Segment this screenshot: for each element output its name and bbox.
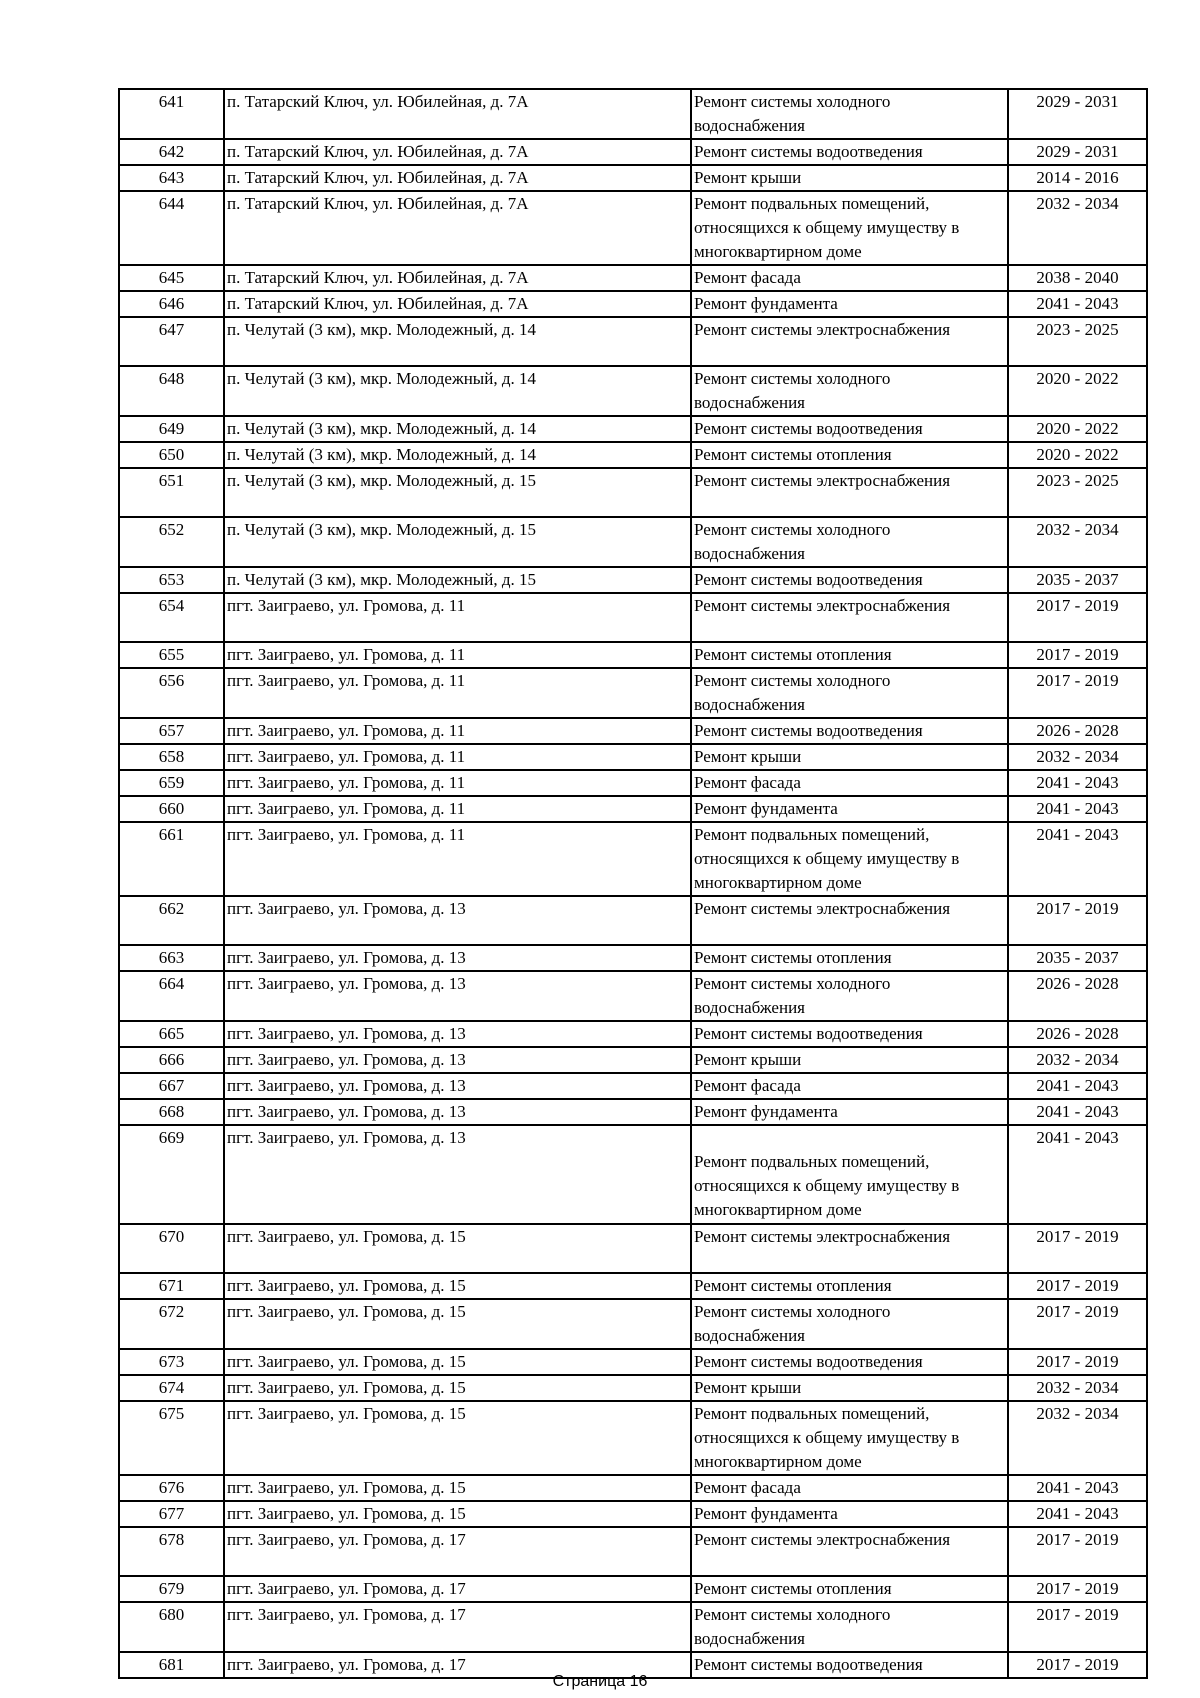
row-number: 648 (119, 366, 224, 416)
row-number: 676 (119, 1475, 224, 1501)
table-row (119, 718, 1147, 744)
address-cell: пгт. Заиграево, ул. Громова, д. 13 (224, 1099, 691, 1125)
table-row (119, 165, 1147, 191)
row-number: 675 (119, 1401, 224, 1475)
period-cell: 2032 - 2034 (1008, 744, 1147, 770)
address-cell: пгт. Заиграево, ул. Громова, д. 17 (224, 1652, 691, 1678)
period-cell: 2017 - 2019 (1008, 1527, 1147, 1576)
address-cell: пгт. Заиграево, ул. Громова, д. 15 (224, 1349, 691, 1375)
work-type-cell: Ремонт крыши (691, 165, 1008, 191)
address-cell: п. Челутай (3 км), мкр. Молодежный, д. 14 (224, 366, 691, 416)
period-cell: 2020 - 2022 (1008, 442, 1147, 468)
address-cell: пгт. Заиграево, ул. Громова, д. 11 (224, 593, 691, 642)
work-type-cell: Ремонт системы водоотведения (691, 416, 1008, 442)
work-type-cell: Ремонт крыши (691, 1375, 1008, 1401)
row-number: 669 (119, 1125, 224, 1224)
work-type-cell: Ремонт фасада (691, 770, 1008, 796)
address-cell: пгт. Заиграево, ул. Громова, д. 13 (224, 1047, 691, 1073)
period-cell: 2038 - 2040 (1008, 265, 1147, 291)
table-row (119, 517, 1147, 567)
address-cell: п. Челутай (3 км), мкр. Молодежный, д. 14 (224, 442, 691, 468)
address-cell: пгт. Заиграево, ул. Громова, д. 15 (224, 1299, 691, 1349)
table-row (119, 1299, 1147, 1349)
period-cell: 2017 - 2019 (1008, 1652, 1147, 1678)
work-type-cell: Ремонт системы водоотведения (691, 718, 1008, 744)
address-cell: пгт. Заиграево, ул. Громова, д. 13 (224, 1021, 691, 1047)
table-row (119, 770, 1147, 796)
work-type-cell: Ремонт фундамента (691, 1501, 1008, 1527)
row-number: 658 (119, 744, 224, 770)
table-row (119, 1576, 1147, 1602)
row-number: 642 (119, 139, 224, 165)
work-type-cell: Ремонт системы водоотведения (691, 1349, 1008, 1375)
work-type-cell: Ремонт системы холодного водоснабжения (691, 971, 1008, 1021)
table-row (119, 593, 1147, 642)
work-type-cell: Ремонт фундамента (691, 1099, 1008, 1125)
period-cell: 2017 - 2019 (1008, 1224, 1147, 1273)
period-cell: 2041 - 2043 (1008, 796, 1147, 822)
period-cell: 2035 - 2037 (1008, 567, 1147, 593)
work-type-cell: Ремонт системы электроснабжения (691, 468, 1008, 517)
table-row (119, 1501, 1147, 1527)
address-cell: пгт. Заиграево, ул. Громова, д. 15 (224, 1501, 691, 1527)
table-row (119, 1224, 1147, 1273)
address-cell: пгт. Заиграево, ул. Громова, д. 17 (224, 1527, 691, 1576)
address-cell: п. Татарский Ключ, ул. Юбилейная, д. 7А (224, 165, 691, 191)
period-cell: 2032 - 2034 (1008, 517, 1147, 567)
period-cell: 2035 - 2037 (1008, 945, 1147, 971)
row-number: 681 (119, 1652, 224, 1678)
table-row (119, 896, 1147, 945)
work-type-cell: Ремонт системы электроснабжения (691, 1224, 1008, 1273)
work-type-cell: Ремонт фасада (691, 265, 1008, 291)
work-type-cell: Ремонт фундамента (691, 796, 1008, 822)
table-row (119, 317, 1147, 366)
row-number: 655 (119, 642, 224, 668)
table-row (119, 89, 1147, 139)
table-row (119, 567, 1147, 593)
period-cell: 2023 - 2025 (1008, 468, 1147, 517)
table-row (119, 642, 1147, 668)
work-type-cell: Ремонт системы холодного водоснабжения (691, 89, 1008, 139)
table-row (119, 442, 1147, 468)
row-number: 668 (119, 1099, 224, 1125)
work-type-cell: Ремонт системы водоотведения (691, 567, 1008, 593)
row-number: 653 (119, 567, 224, 593)
row-number: 664 (119, 971, 224, 1021)
work-type-cell: Ремонт системы отопления (691, 642, 1008, 668)
address-cell: пгт. Заиграево, ул. Громова, д. 11 (224, 796, 691, 822)
table-row (119, 265, 1147, 291)
work-type-cell: Ремонт фасада (691, 1073, 1008, 1099)
work-type-cell: Ремонт системы электроснабжения (691, 896, 1008, 945)
period-cell: 2032 - 2034 (1008, 1375, 1147, 1401)
period-cell: 2014 - 2016 (1008, 165, 1147, 191)
period-cell: 2029 - 2031 (1008, 139, 1147, 165)
period-cell: 2041 - 2043 (1008, 1125, 1147, 1224)
address-cell: пгт. Заиграево, ул. Громова, д. 13 (224, 971, 691, 1021)
address-cell: пгт. Заиграево, ул. Громова, д. 11 (224, 642, 691, 668)
row-number: 660 (119, 796, 224, 822)
period-cell: 2017 - 2019 (1008, 1602, 1147, 1652)
address-cell: пгт. Заиграево, ул. Громова, д. 15 (224, 1475, 691, 1501)
table-row (119, 1021, 1147, 1047)
work-type-cell: Ремонт системы водоотведения (691, 1652, 1008, 1678)
table-row (119, 1273, 1147, 1299)
row-number: 657 (119, 718, 224, 744)
period-cell: 2026 - 2028 (1008, 1021, 1147, 1047)
address-cell: пгт. Заиграево, ул. Громова, д. 13 (224, 1073, 691, 1099)
work-type-cell: Ремонт подвальных помещений, относящихся к общему имуществу в многоквартирном доме (691, 191, 1008, 265)
row-number: 674 (119, 1375, 224, 1401)
work-type-cell: Ремонт системы отопления (691, 442, 1008, 468)
table-row (119, 468, 1147, 517)
table-row (119, 1375, 1147, 1401)
period-cell: 2017 - 2019 (1008, 593, 1147, 642)
period-cell: 2017 - 2019 (1008, 1576, 1147, 1602)
work-type-cell: Ремонт подвальных помещений, относящихся к общему имуществу в многоквартирном доме (691, 822, 1008, 896)
work-type-cell: Ремонт системы холодного водоснабжения (691, 1602, 1008, 1652)
address-cell: пгт. Заиграево, ул. Громова, д. 13 (224, 1125, 691, 1224)
row-number: 647 (119, 317, 224, 366)
period-cell: 2017 - 2019 (1008, 668, 1147, 718)
table-row (119, 744, 1147, 770)
period-cell: 2032 - 2034 (1008, 1401, 1147, 1475)
period-cell: 2026 - 2028 (1008, 718, 1147, 744)
address-cell: пгт. Заиграево, ул. Громова, д. 11 (224, 718, 691, 744)
table-row (119, 139, 1147, 165)
table-row (119, 668, 1147, 718)
table-row (119, 1602, 1147, 1652)
period-cell: 2041 - 2043 (1008, 822, 1147, 896)
table-row (119, 1401, 1147, 1475)
work-type-cell: Ремонт фасада (691, 1475, 1008, 1501)
row-number: 656 (119, 668, 224, 718)
work-type-cell: Ремонт системы отопления (691, 1576, 1008, 1602)
address-cell: п. Татарский Ключ, ул. Юбилейная, д. 7А (224, 291, 691, 317)
address-cell: пгт. Заиграево, ул. Громова, д. 15 (224, 1375, 691, 1401)
row-number: 649 (119, 416, 224, 442)
address-cell: пгт. Заиграево, ул. Громова, д. 15 (224, 1401, 691, 1475)
period-cell: 2029 - 2031 (1008, 89, 1147, 139)
work-type-cell: Ремонт системы холодного водоснабжения (691, 1299, 1008, 1349)
address-cell: п. Челутай (3 км), мкр. Молодежный, д. 15 (224, 517, 691, 567)
table-row (119, 1073, 1147, 1099)
row-number: 659 (119, 770, 224, 796)
period-cell: 2017 - 2019 (1008, 1273, 1147, 1299)
period-cell: 2026 - 2028 (1008, 971, 1147, 1021)
address-cell: пгт. Заиграево, ул. Громова, д. 13 (224, 896, 691, 945)
address-cell: п. Челутай (3 км), мкр. Молодежный, д. 14 (224, 317, 691, 366)
address-cell: п. Татарский Ключ, ул. Юбилейная, д. 7А (224, 89, 691, 139)
work-type-cell: Ремонт системы электроснабжения (691, 1527, 1008, 1576)
work-type-cell: Ремонт крыши (691, 744, 1008, 770)
row-number: 670 (119, 1224, 224, 1273)
address-cell: пгт. Заиграево, ул. Громова, д. 15 (224, 1224, 691, 1273)
work-type-cell: Ремонт подвальных помещений, относящихся к общему имуществу в многоквартирном доме (691, 1125, 1008, 1224)
address-cell: п. Татарский Ключ, ул. Юбилейная, д. 7А (224, 191, 691, 265)
work-type-cell: Ремонт системы отопления (691, 945, 1008, 971)
table-row (119, 191, 1147, 265)
table-row (119, 291, 1147, 317)
period-cell: 2032 - 2034 (1008, 1047, 1147, 1073)
row-number: 673 (119, 1349, 224, 1375)
row-number: 641 (119, 89, 224, 139)
period-cell: 2032 - 2034 (1008, 191, 1147, 265)
address-cell: пгт. Заиграево, ул. Громова, д. 11 (224, 822, 691, 896)
address-cell: пгт. Заиграево, ул. Громова, д. 13 (224, 945, 691, 971)
address-cell: п. Челутай (3 км), мкр. Молодежный, д. 15 (224, 567, 691, 593)
period-cell: 2017 - 2019 (1008, 896, 1147, 945)
address-cell: пгт. Заиграево, ул. Громова, д. 11 (224, 770, 691, 796)
work-type-cell: Ремонт системы водоотведения (691, 139, 1008, 165)
work-type-cell: Ремонт системы холодного водоснабжения (691, 668, 1008, 718)
address-cell: пгт. Заиграево, ул. Громова, д. 17 (224, 1576, 691, 1602)
row-number: 654 (119, 593, 224, 642)
row-number: 651 (119, 468, 224, 517)
period-cell: 2041 - 2043 (1008, 291, 1147, 317)
address-cell: п. Татарский Ключ, ул. Юбилейная, д. 7А (224, 139, 691, 165)
row-number: 645 (119, 265, 224, 291)
row-number: 661 (119, 822, 224, 896)
table-row (119, 1349, 1147, 1375)
table-row (119, 416, 1147, 442)
row-number: 671 (119, 1273, 224, 1299)
address-cell: п. Челутай (3 км), мкр. Молодежный, д. 14 (224, 416, 691, 442)
work-type-cell: Ремонт системы электроснабжения (691, 593, 1008, 642)
work-type-cell: Ремонт крыши (691, 1047, 1008, 1073)
row-number: 652 (119, 517, 224, 567)
table-row (119, 1475, 1147, 1501)
table-row (119, 822, 1147, 896)
address-cell: пгт. Заиграево, ул. Громова, д. 11 (224, 744, 691, 770)
table-row (119, 1527, 1147, 1576)
row-number: 672 (119, 1299, 224, 1349)
work-type-cell: Ремонт системы отопления (691, 1273, 1008, 1299)
period-cell: 2041 - 2043 (1008, 1501, 1147, 1527)
period-cell: 2017 - 2019 (1008, 1349, 1147, 1375)
page-number: Страница 16 (552, 1673, 648, 1690)
address-cell: пгт. Заиграево, ул. Громова, д. 11 (224, 668, 691, 718)
work-type-cell: Ремонт фундамента (691, 291, 1008, 317)
row-number: 666 (119, 1047, 224, 1073)
work-type-cell: Ремонт подвальных помещений, относящихся к общему имуществу в многоквартирном доме (691, 1401, 1008, 1475)
address-cell: пгт. Заиграево, ул. Громова, д. 17 (224, 1602, 691, 1652)
table-row (119, 1099, 1147, 1125)
row-number: 662 (119, 896, 224, 945)
row-number: 665 (119, 1021, 224, 1047)
row-number: 667 (119, 1073, 224, 1099)
period-cell: 2041 - 2043 (1008, 1073, 1147, 1099)
work-type-cell: Ремонт системы водоотведения (691, 1021, 1008, 1047)
period-cell: 2041 - 2043 (1008, 1475, 1147, 1501)
table-row (119, 1125, 1147, 1224)
period-cell: 2017 - 2019 (1008, 1299, 1147, 1349)
row-number: 650 (119, 442, 224, 468)
repair-schedule-table (118, 88, 1148, 1679)
table-row (119, 1047, 1147, 1073)
row-number: 646 (119, 291, 224, 317)
table-body (119, 89, 1147, 1678)
row-number: 678 (119, 1527, 224, 1576)
work-type-cell: Ремонт системы холодного водоснабжения (691, 517, 1008, 567)
period-cell: 2041 - 2043 (1008, 1099, 1147, 1125)
period-cell: 2020 - 2022 (1008, 416, 1147, 442)
period-cell: 2017 - 2019 (1008, 642, 1147, 668)
table-row (119, 971, 1147, 1021)
row-number: 643 (119, 165, 224, 191)
row-number: 677 (119, 1501, 224, 1527)
period-cell: 2023 - 2025 (1008, 317, 1147, 366)
period-cell: 2041 - 2043 (1008, 770, 1147, 796)
table-row (119, 366, 1147, 416)
table-row (119, 796, 1147, 822)
row-number: 644 (119, 191, 224, 265)
address-cell: пгт. Заиграево, ул. Громова, д. 15 (224, 1273, 691, 1299)
row-number: 663 (119, 945, 224, 971)
work-type-cell: Ремонт системы холодного водоснабжения (691, 366, 1008, 416)
row-number: 680 (119, 1602, 224, 1652)
table-row (119, 945, 1147, 971)
address-cell: п. Татарский Ключ, ул. Юбилейная, д. 7А (224, 265, 691, 291)
row-number: 679 (119, 1576, 224, 1602)
period-cell: 2020 - 2022 (1008, 366, 1147, 416)
address-cell: п. Челутай (3 км), мкр. Молодежный, д. 15 (224, 468, 691, 517)
work-type-cell: Ремонт системы электроснабжения (691, 317, 1008, 366)
